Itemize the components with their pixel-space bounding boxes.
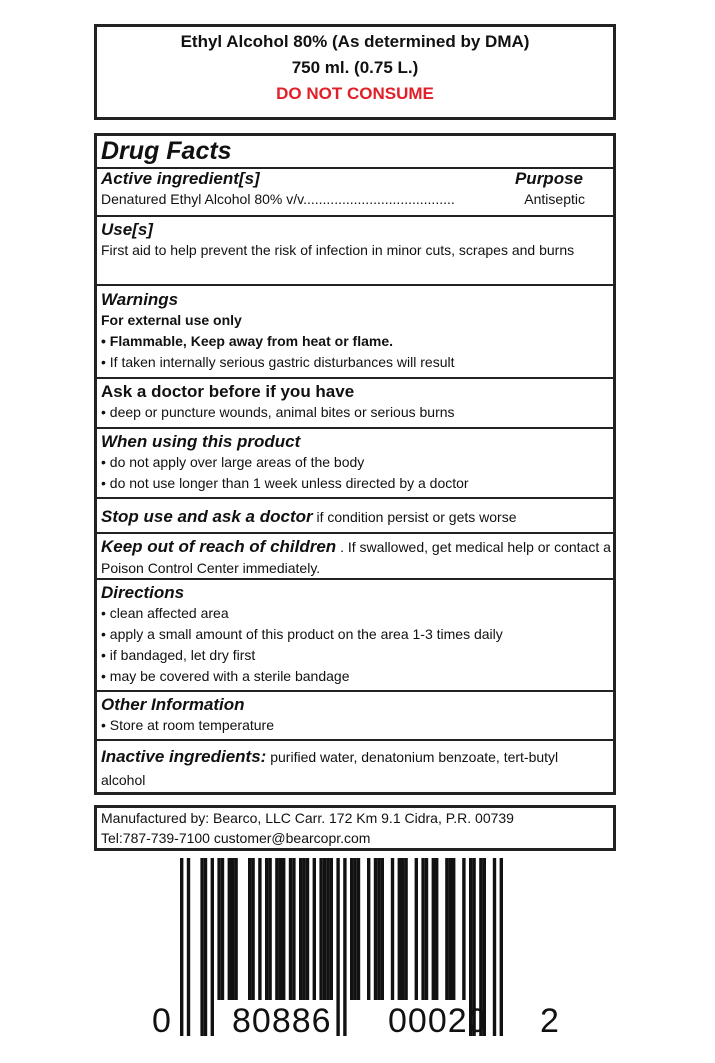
barcode-bar <box>425 858 428 1000</box>
inactive-ingredients-section <box>97 741 613 795</box>
when-using-item: • do not use longer than 1 week unless directed by a doctor <box>101 475 469 491</box>
barcode-bar <box>500 858 503 1036</box>
barcode-bar <box>432 858 435 1000</box>
barcode-bar <box>319 858 322 1000</box>
barcode-bar <box>217 858 220 1000</box>
consume-warning: DO NOT CONSUME <box>276 84 434 103</box>
direction-item: • may be covered with a sterile bandage <box>101 668 350 684</box>
stop-use-text: if condition persist or gets worse <box>312 509 517 525</box>
barcode-bar <box>462 858 465 1000</box>
warnings-heading: Warnings <box>101 290 179 309</box>
barcode-bar <box>377 858 380 1000</box>
external-use-text: For external use only <box>101 312 242 328</box>
barcode-bar <box>292 858 295 1000</box>
barcode-bar <box>452 858 455 1000</box>
barcode-bar <box>415 858 418 1000</box>
barcode-bar <box>204 858 207 1036</box>
drug-facts-panel <box>94 133 616 795</box>
keep-out-section <box>97 534 613 580</box>
barcode-bar <box>221 858 224 1000</box>
barcode-bar <box>367 858 370 1000</box>
when-using-section <box>97 429 613 499</box>
barcode-bar <box>323 858 326 1000</box>
warning-item: • Flammable, Keep away from heat or flame. <box>101 333 393 349</box>
product-volume: 750 ml. (0.75 L.) <box>291 58 419 77</box>
barcode-bar <box>435 858 438 1000</box>
barcode-bar <box>234 858 237 1000</box>
barcode-bar <box>200 858 203 1036</box>
purpose-heading: Purpose <box>514 169 583 188</box>
other-information-item: • Store at room temperature <box>101 717 274 733</box>
uses-text: First aid to help prevent the risk of infection in minor cuts, scrapes and burns <box>101 242 575 258</box>
barcode-bars <box>150 858 570 1038</box>
barcode-bar <box>401 858 404 1000</box>
keep-out-heading: Keep out of reach of children <box>101 537 337 556</box>
barcode-digit-first: 0 <box>152 1002 171 1040</box>
barcode-bar <box>357 858 360 1000</box>
barcode-bar <box>258 858 261 1000</box>
barcode-bar <box>282 858 285 1000</box>
barcode-bar <box>265 858 268 1000</box>
barcode-bar <box>248 858 251 1000</box>
barcode-bar <box>313 858 316 1000</box>
ask-doctor-heading: Ask a doctor before if you have <box>101 382 355 401</box>
active-ingredient-text: Denatured Ethyl Alcohol 80% v/v....................................... <box>101 191 455 207</box>
barcode-bar <box>330 858 333 1000</box>
directions-heading: Directions <box>101 583 185 602</box>
direction-item: • clean affected area <box>101 605 229 621</box>
barcode <box>150 858 570 1038</box>
purpose-text: Antiseptic <box>524 191 585 207</box>
uses-section <box>97 217 613 286</box>
barcode-bar <box>306 858 309 1000</box>
barcode-bar <box>398 858 401 1000</box>
barcode-bar <box>336 858 339 1036</box>
barcode-bar <box>302 858 305 1000</box>
active-ingredient-heading: Active ingredient[s] <box>101 169 260 188</box>
barcode-bar <box>350 858 353 1000</box>
barcode-bar <box>381 858 384 1000</box>
other-information-heading: Other Information <box>101 695 245 714</box>
ask-doctor-section <box>97 379 613 429</box>
directions-section <box>97 580 613 692</box>
manufacturer-info <box>94 805 616 851</box>
direction-item: • if bandaged, let dry first <box>101 647 256 663</box>
inactive-ingredients-text: purified water, denatonium benzoate, tert-butyl alcohol <box>101 749 559 788</box>
manufacturer-address: Manufactured by: Bearco, LLC Carr. 172 Km 9.1 Cidra, P.R. 00739 <box>101 810 514 826</box>
barcode-bar <box>228 858 231 1000</box>
barcode-bar <box>449 858 452 1000</box>
product-header <box>94 24 616 120</box>
stop-use-heading: Stop use and ask a doctor <box>101 507 313 526</box>
product-name: Ethyl Alcohol 80% (As determined by DMA) <box>180 32 530 51</box>
barcode-bar <box>187 858 190 1036</box>
when-using-heading: When using this product <box>101 432 301 451</box>
barcode-bar <box>374 858 377 1000</box>
barcode-bar <box>353 858 356 1000</box>
barcode-bar <box>421 858 424 1000</box>
barcode-bar <box>326 858 329 1000</box>
barcode-digits-left: 80886 <box>232 1002 332 1040</box>
stop-use-section <box>97 499 613 534</box>
barcode-bar <box>289 858 292 1000</box>
barcode-bar <box>299 858 302 1000</box>
inactive-ingredients-heading: Inactive ingredients: <box>101 747 267 766</box>
barcode-bar <box>279 858 282 1000</box>
barcode-bar <box>251 858 254 1000</box>
warnings-section <box>97 286 613 379</box>
barcode-bar <box>211 858 214 1036</box>
other-information-section <box>97 692 613 741</box>
uses-heading: Use[s] <box>101 220 153 239</box>
warning-item: • If taken internally serious gastric disturbances will result <box>101 354 455 370</box>
barcode-bar <box>493 858 496 1036</box>
barcode-bar <box>391 858 394 1000</box>
barcode-bar <box>275 858 278 1000</box>
direction-item: • apply a small amount of this product on the area 1-3 times daily <box>101 626 503 642</box>
when-using-item: • do not apply over large areas of the body <box>101 454 365 470</box>
barcode-bar <box>404 858 407 1000</box>
drug-facts-title-section <box>97 136 613 169</box>
barcode-bar <box>231 858 234 1000</box>
ask-doctor-item: • deep or puncture wounds, animal bites or serious burns <box>101 404 455 420</box>
keep-out-text: . If swallowed, get medical help or contact a Poison Control Center immediately. <box>101 539 611 576</box>
barcode-digits-right: 00020 <box>388 1002 488 1040</box>
barcode-digit-last: 2 <box>540 1002 559 1040</box>
barcode-bar <box>445 858 448 1000</box>
barcode-bar <box>180 858 183 1036</box>
manufacturer-contact: Tel:787-739-7100 customer@bearcopr.com <box>101 830 371 846</box>
barcode-bar <box>268 858 271 1000</box>
barcode-bar <box>343 858 346 1036</box>
active-ingredient-section <box>97 169 613 217</box>
drug-facts-title: Drug Facts <box>101 137 232 165</box>
